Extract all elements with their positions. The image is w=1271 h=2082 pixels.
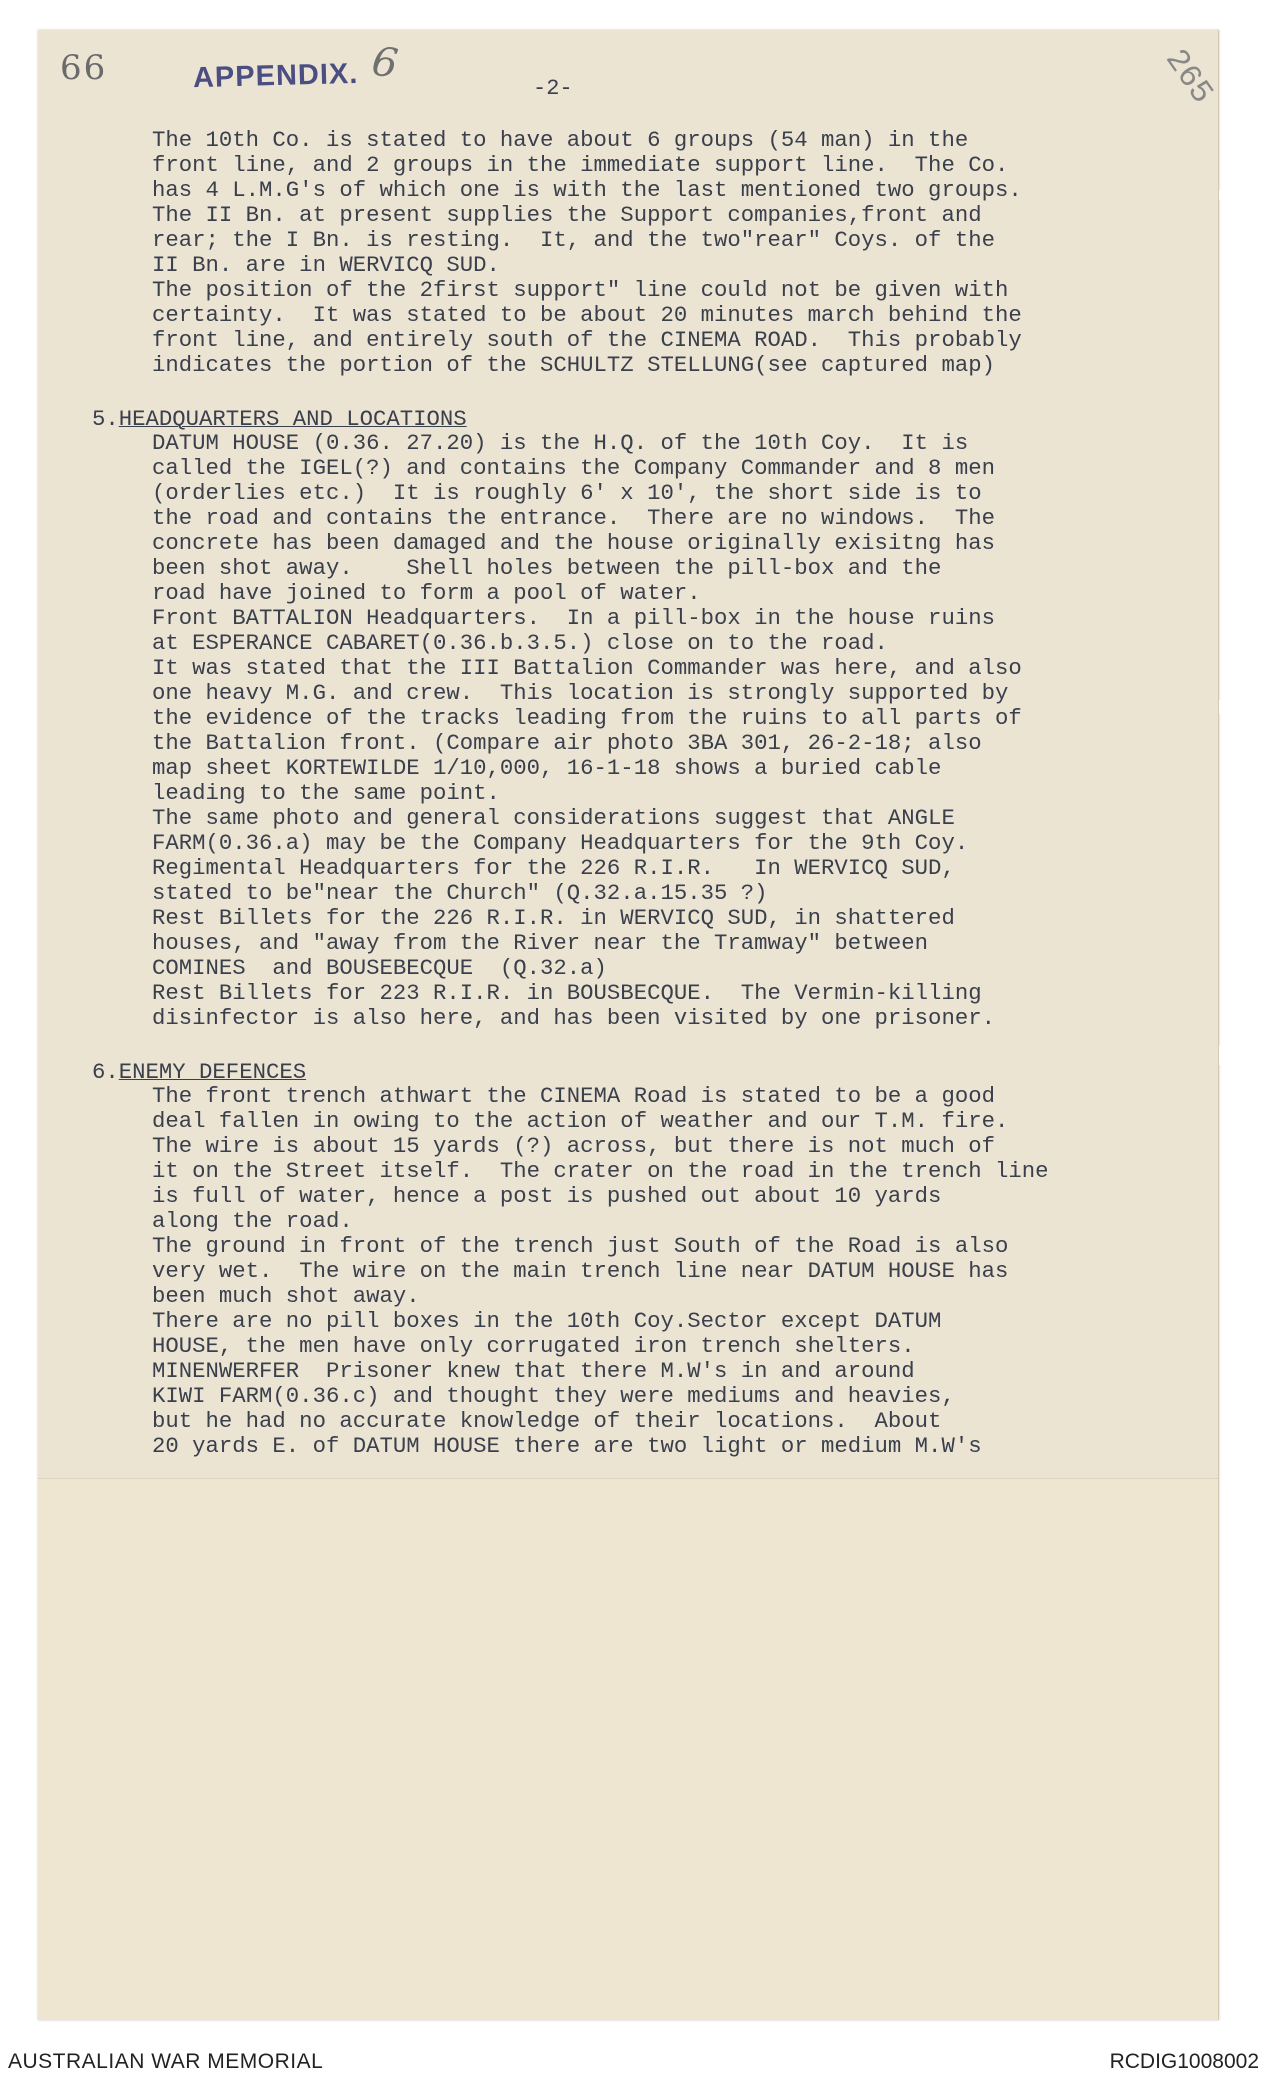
text-line: deal fallen in owing to the action of weather and our T.M. fire. (152, 1108, 1009, 1134)
text-line: houses, and "away from the River near the Tramway" between (152, 930, 929, 956)
text-line: The same photo and general considerations suggest that ANGLE (152, 805, 955, 831)
text-line: MINENWERFER Prisoner knew that there M.W's in and around (152, 1358, 915, 1384)
text-line: The position of the 2first support" line could not be given with (152, 277, 1009, 303)
appendix-stamp: APPENDIX. (192, 57, 359, 95)
folio-number: 265 (1157, 42, 1221, 111)
page-edge-tear (1219, 190, 1233, 200)
text-line: II Bn. are in WERVICQ SUD. (152, 252, 500, 278)
section-5-heading (92, 406, 467, 432)
text-line: The front trench athwart the CINEMA Road is stated to be a good (152, 1083, 995, 1109)
text-line: the Battalion front. (Compare air photo 3BA 301, 26-2-18; also (152, 730, 982, 756)
section-title: HEADQUARTERS AND LOCATIONS (118, 406, 467, 432)
text-line: certainty. It was stated to be about 20 minutes march behind the (152, 302, 1022, 328)
text-line: HOUSE, the men have only corrugated iron trench shelters. (152, 1333, 915, 1359)
page-edge-tear (1219, 700, 1233, 714)
text-line: The 10th Co. is stated to have about 6 groups (54 man) in the (152, 127, 969, 153)
text-line: road have joined to form a pool of water. (152, 580, 701, 606)
text-line: very wet. The wire on the main trench line near DATUM HOUSE has (152, 1258, 1009, 1284)
text-line: has 4 L.M.G's of which one is with the last mentioned two groups. (152, 177, 1022, 203)
appendix-number-handwritten: 6 (368, 38, 401, 88)
archive-reference: RCDIG1008002 (1109, 2050, 1259, 2073)
text-line: Front BATTALION Headquarters. In a pill-box in the house ruins (152, 605, 995, 631)
text-line: concrete has been damaged and the house originally exisitng has (152, 530, 995, 556)
page-marker: -2- (533, 76, 573, 101)
text-line: stated to be"near the Church" (Q.32.a.15.35 ?) (152, 880, 768, 906)
text-line: map sheet KORTEWILDE 1/10,000, 16-1-18 shows a buried cable (152, 755, 942, 781)
text-line: FARM(0.36.a) may be the Company Headquarters for the 9th Coy. (152, 830, 969, 856)
text-line: is full of water, hence a post is pushed out about 10 yards (152, 1183, 942, 1209)
text-line: COMINES and BOUSEBECQUE (Q.32.a) (152, 955, 607, 981)
text-line: There are no pill boxes in the 10th Coy.Sector except DATUM (152, 1308, 942, 1334)
text-line: DATUM HOUSE (0.36. 27.20) is the H.Q. of the 10th Coy. It is (152, 430, 969, 456)
page-edge-tear (1219, 1045, 1233, 1065)
text-line: KIWI FARM(0.36.c) and thought they were mediums and heavies, (152, 1383, 955, 1409)
text-line: leading to the same point. (152, 780, 500, 806)
text-line: at ESPERANCE CABARET(0.36.b.3.5.) close on to the road. (152, 630, 888, 656)
text-line: been much shot away. (152, 1283, 420, 1309)
text-line: Rest Billets for 223 R.I.R. in BOUSBECQUE. The Vermin-killing (152, 980, 982, 1006)
page-lower-fold (38, 1478, 1218, 2020)
text-line: indicates the portion of the SCHULTZ STELLUNG(see captured map) (152, 352, 995, 378)
text-line: but he had no accurate knowledge of their locations. About (152, 1408, 942, 1434)
text-line: it on the Street itself. The crater on the road in the trench line (152, 1158, 1049, 1184)
text-line: along the road. (152, 1208, 353, 1234)
text-line: disinfector is also here, and has been visited by one prisoner. (152, 1005, 995, 1031)
text-line: rear; the I Bn. is resting. It, and the two"rear" Coys. of the (152, 227, 995, 253)
section-6-body (152, 1084, 1172, 1459)
text-line: front line, and 2 groups in the immediate support line. The Co. (152, 152, 1009, 178)
intro-paragraph (152, 128, 1172, 378)
text-line: called the IGEL(?) and contains the Company Commander and 8 men (152, 455, 995, 481)
text-line: The ground in front of the trench just South of the Road is also (152, 1233, 1009, 1259)
text-line: The II Bn. at present supplies the Support companies,front and (152, 202, 982, 228)
section-number: 6. (92, 1059, 119, 1085)
archive-credit: AUSTRALIAN WAR MEMORIAL (8, 2050, 324, 2073)
text-line: been shot away. Shell holes between the pill-box and the (152, 555, 942, 581)
text-line: It was stated that the III Battalion Commander was here, and also (152, 655, 1022, 681)
text-line: Rest Billets for the 226 R.I.R. in WERVICQ SUD, in shattered (152, 905, 955, 931)
section-number: 5. (92, 406, 119, 432)
section-6-heading (92, 1059, 306, 1085)
text-line: front line, and entirely south of the CINEMA ROAD. This probably (152, 327, 1022, 353)
text-line: 20 yards E. of DATUM HOUSE there are two light or medium M.W's (152, 1433, 982, 1459)
text-line: the road and contains the entrance. There are no windows. The (152, 505, 995, 531)
text-line: The wire is about 15 yards (?) across, but there is not much of (152, 1133, 995, 1159)
text-line: Regimental Headquarters for the 226 R.I.R. In WERVICQ SUD, (152, 855, 955, 881)
text-line: one heavy M.G. and crew. This location is strongly supported by (152, 680, 1009, 706)
pencil-page-number: 66 (60, 48, 108, 88)
section-5-body (152, 431, 1172, 1031)
text-line: the evidence of the tracks leading from the ruins to all parts of (152, 705, 1022, 731)
text-line: (orderlies etc.) It is roughly 6' x 10', the short side is to (152, 480, 982, 506)
section-title: ENEMY DEFENCES (118, 1059, 307, 1085)
